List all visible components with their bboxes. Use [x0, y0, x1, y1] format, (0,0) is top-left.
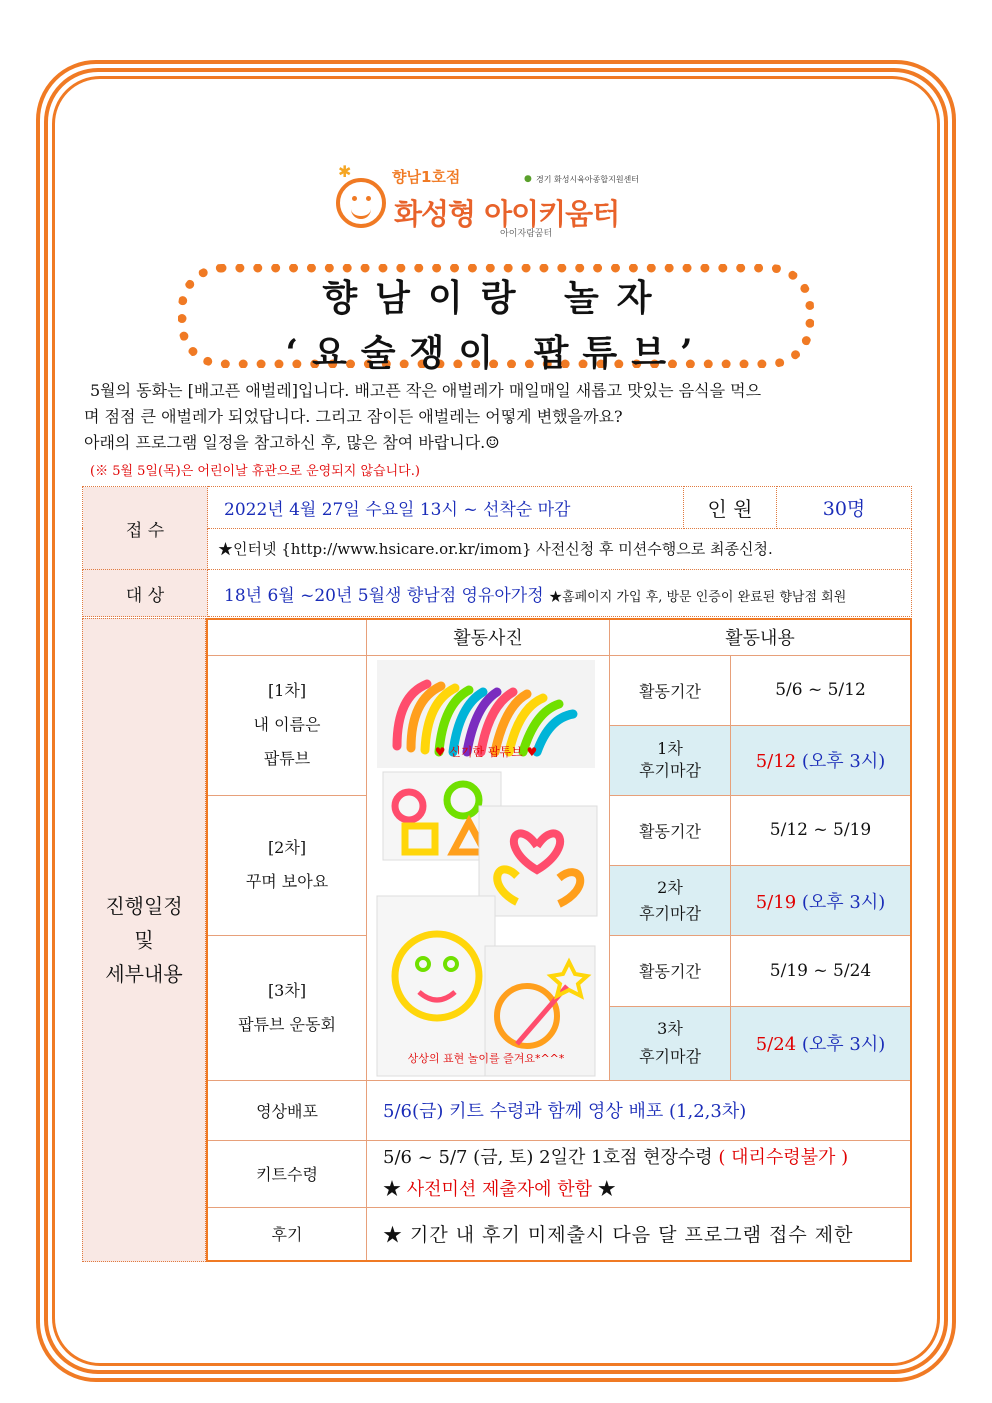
review-label: 후기 — [207, 1207, 367, 1261]
round-1-number: [1차] — [267, 681, 307, 700]
photo-caption-bottom: 상상의 표현 놀이를 즐겨요*^^* — [407, 1051, 565, 1065]
target-label: 대 상 — [83, 570, 208, 617]
smiley-face-icon — [336, 178, 386, 228]
star-icon: ✱ — [338, 162, 352, 181]
intro-line-3: 아래의 프로그램 일정을 참고하신 후, 많은 참여 바랍니다.☺ — [84, 433, 500, 452]
kit-line-2 — [383, 1174, 909, 1206]
kit-label: 키트수령 — [207, 1140, 367, 1207]
round-2-number: [2차] — [267, 838, 307, 858]
round-2-period-label: 활동기간 — [610, 795, 731, 866]
schedule-side-label — [82, 618, 206, 1262]
round-1-deadline-label-1: 1차 — [657, 739, 683, 758]
title-line-2: ‘요술쟁이 팝튜브’ — [285, 332, 707, 374]
capacity-label: 인 원 — [684, 487, 777, 529]
round-2-period: 5/12 ~ 5/19 — [731, 795, 912, 866]
logo-center-name: 경기 화성시육아종합지원센터 — [536, 175, 640, 184]
photo-caption-top: ♥ 신기한 팝튜브 ♥ — [434, 744, 538, 759]
round-2-deadline-label-1: 2차 — [657, 877, 683, 897]
round-2-deadline-time: (오후 3시) — [801, 891, 886, 913]
round-1-deadline-date: 5/12 — [755, 751, 797, 772]
title-line-1: 향남이랑 놀자 — [322, 277, 670, 319]
center-logo-icon: ● — [524, 174, 532, 184]
round-2-deadline — [731, 866, 912, 936]
kit-cell — [367, 1140, 912, 1207]
side-label-3: 세부내용 — [105, 962, 183, 986]
round-1-cell — [207, 655, 367, 795]
kit-star-icon-left: ★ — [383, 1178, 401, 1200]
round-3-deadline-date: 5/24 — [755, 1034, 797, 1055]
round-3-deadline-label — [610, 1006, 731, 1080]
side-label-2: 및 — [134, 928, 154, 952]
kit-warning: ( 대리수령불가 ) — [718, 1146, 849, 1168]
reception-label: 접 수 — [83, 487, 208, 570]
intro-text — [84, 378, 914, 456]
round-3-number: [3차] — [267, 980, 307, 1000]
round-3-period-label: 활동기간 — [610, 936, 731, 1007]
reception-table — [82, 486, 912, 617]
pop-tube-photo-collage — [367, 656, 605, 1080]
logo-branch: 향남1호점 — [392, 168, 461, 186]
round-1-deadline-time: (오후 3시) — [801, 751, 886, 772]
round-1-deadline-label — [610, 725, 731, 795]
kit-line-1 — [383, 1142, 909, 1174]
round-3-deadline — [731, 1006, 912, 1080]
round-2-name-1: 꾸며 보아요 — [245, 872, 329, 892]
round-1-deadline — [731, 725, 912, 795]
reception-date: 2022년 4월 27일 수요일 13시 ~ 선착순 마감 — [208, 487, 684, 529]
round-1-deadline-label-2: 후기마감 — [639, 761, 701, 780]
logo-name: 화성형 아이키움터 — [394, 197, 620, 231]
round-3-deadline-time: (오후 3시) — [801, 1034, 886, 1055]
round-3-cell — [207, 936, 367, 1081]
target-value: 18년 6월 ~20년 5월생 향남점 영유아가정 — [224, 585, 544, 606]
logo-sub: 아이자람꿈터 — [500, 229, 553, 239]
col-content-header: 활동내용 — [610, 619, 912, 655]
intro-line-2: 며 점점 큰 애벌레가 되었답니다. 그리고 잠이든 애벌레는 어떻게 변했을까요? — [84, 407, 623, 426]
round-3-period: 5/19 ~ 5/24 — [731, 936, 912, 1007]
round-1-period: 5/6 ~ 5/12 — [731, 655, 912, 725]
kit-value: 5/6 ~ 5/7 (금, 토) 2일간 1호점 현장수령 — [383, 1146, 713, 1168]
review-value: ★ 기간 내 후기 미제출시 다음 달 프로그램 접수 제한 — [367, 1207, 912, 1261]
intro-line-1: 5월의 동화는 [배고픈 애벌레]입니다. 배고픈 작은 애벌레가 매일매일 새롭고 맛있는 음식을 먹으 — [90, 381, 762, 400]
reception-method: ★인터넷 {http://www.hsicare.or.kr/imom} 사전신청 후 미션수행으로 최종신청. — [208, 528, 912, 570]
round-2-cell — [207, 795, 367, 936]
schedule-table — [206, 618, 912, 1262]
round-1-name-2: 팝튜브 — [263, 749, 311, 768]
round-3-deadline-label-1: 3차 — [657, 1019, 683, 1038]
col-photo-header: 활동사진 — [367, 619, 610, 655]
activity-photo-cell — [367, 655, 610, 1080]
round-2-deadline-label-2: 후기마감 — [639, 903, 701, 923]
holiday-notice: (※ 5월 5일(목)은 어린이날 휴관으로 운영되지 않습니다.) — [90, 464, 420, 479]
target-note: ★홈페이지 가입 후, 방문 인증이 완료된 향남점 회원 — [549, 589, 847, 605]
kit-star-icon-right: ★ — [597, 1178, 616, 1200]
round-3-name-1: 팝튜브 운동회 — [238, 1014, 336, 1034]
round-1-period-label: 활동기간 — [610, 655, 731, 725]
round-3-deadline-label-2: 후기마감 — [639, 1047, 701, 1066]
center-logo — [336, 162, 656, 242]
round-1-name-1: 내 이름은 — [253, 715, 321, 734]
video-label: 영상배포 — [207, 1080, 367, 1140]
capacity-value: 30명 — [777, 487, 912, 529]
side-label-1: 진행일정 — [105, 894, 183, 918]
kit-condition: 사전미션 제출자에 한함 — [406, 1178, 593, 1200]
activity-photo — [367, 656, 605, 1080]
round-2-deadline-date: 5/19 — [755, 891, 797, 913]
target-row — [208, 570, 912, 617]
video-value: 5/6(금) 키트 수령과 함께 영상 배포 (1,2,3차) — [367, 1080, 912, 1140]
round-2-deadline-label — [610, 866, 731, 936]
